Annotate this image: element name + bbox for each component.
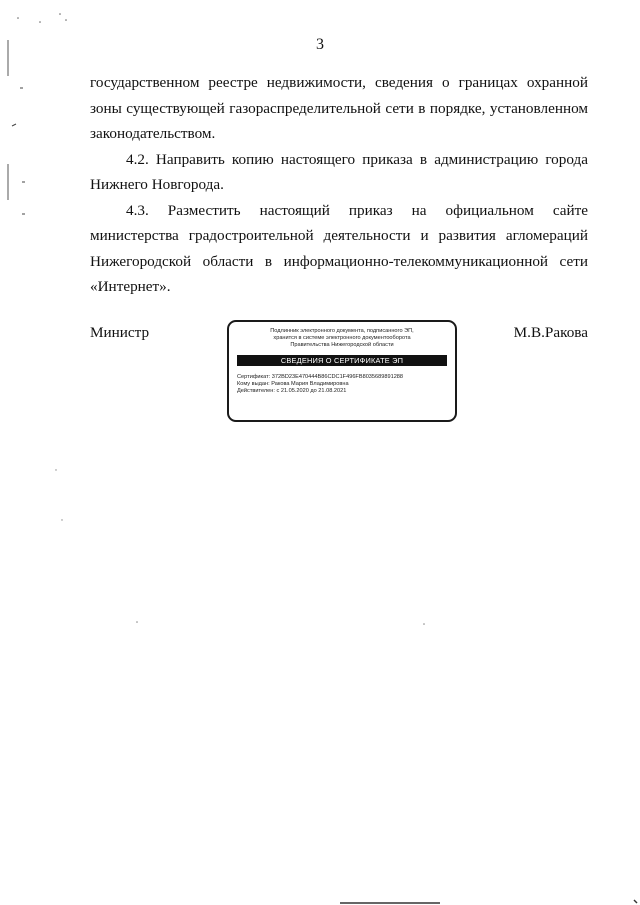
- scan-mark: [61, 519, 62, 520]
- stamp-banner: СВЕДЕНИЯ О СЕРТИФИКАТЕ ЭП: [237, 355, 447, 366]
- scan-mark: [423, 623, 425, 625]
- certificate-validity: Действителен: с 21.05.2020 до 21.08.2021: [237, 388, 347, 395]
- certificate-number: Сертификат: 372BD23E470444B86CDC1F496FB8035689891288: [237, 373, 404, 380]
- scan-mark: [65, 19, 67, 21]
- paragraph-4-3: 4.3. Разместить настоящий приказ на официальном сайте министерства градостроительной деятельности и развития агломераций Нижегородской области в информационно-телекоммуникационной сети «Интернет».: [90, 201, 588, 295]
- electronic-signature-stamp: [227, 320, 457, 422]
- scan-mark: [12, 124, 16, 126]
- stamp-header: [229, 328, 455, 350]
- stamp-header-line: Правительства Нижегородской области: [290, 342, 394, 349]
- scan-mark: [136, 621, 138, 623]
- page-number: 3: [316, 36, 324, 53]
- signatory-name: М.В.Ракова: [513, 324, 588, 341]
- scan-mark: [39, 21, 41, 23]
- paragraph-continuation: государственном реестре недвижимости, сведения о границах охранной зоны существующей газораспределительной сети в порядке, установленном законодательством.: [90, 74, 588, 142]
- scan-mark: [59, 13, 61, 15]
- scan-mark: [17, 17, 19, 19]
- certificate-owner: Кому выдан: Ракова Мария Владимировна: [237, 381, 349, 388]
- scan-mark: [634, 900, 637, 903]
- signatory-title: Министр: [90, 324, 150, 341]
- scan-mark: [55, 469, 56, 470]
- signature-block: [90, 322, 588, 432]
- stamp-header-line: Подлинник электронного документа, подписанного ЭП,: [270, 328, 414, 334]
- stamp-header-line: хранится в системе электронного документооборота: [273, 335, 411, 342]
- document-body: [90, 70, 588, 300]
- stamp-details: [237, 374, 455, 396]
- paragraph-4-2: 4.2. Направить копию настоящего приказа в администрацию города Нижнего Новгорода.: [90, 150, 588, 193]
